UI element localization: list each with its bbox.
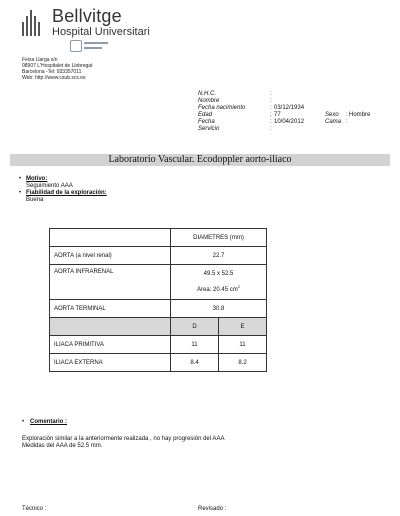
hospital-subtitle: Hospital Universitari: [52, 26, 150, 38]
d-value: 11: [171, 336, 219, 354]
bullet-icon: •: [19, 190, 22, 196]
fiabilidad-label: Fiabilidad de la exploración:: [26, 190, 107, 196]
row-label: ILIACA EXTERNA: [50, 354, 171, 372]
table-row: [50, 354, 267, 372]
sex-value: Hombre: [349, 112, 371, 118]
area-value: Area: 20.45 $cm^2$: [197, 284, 240, 293]
row-label: AORTA INFRARENAL: [50, 265, 171, 300]
nombre-label: Nombre: [198, 98, 220, 104]
service-label: Servicio: [198, 126, 220, 132]
diameters-header: DIAMETRES (mm): [171, 229, 267, 247]
row-label: AORTA TERMINAL: [50, 300, 171, 318]
hospital-name: Bellvitge: [52, 6, 122, 26]
row-label: ILIACA PRIMITIVA: [50, 336, 171, 354]
row-value: 22.7: [171, 247, 267, 265]
fiabilidad-value: Buena: [26, 197, 44, 203]
measurements-table: [49, 228, 267, 372]
infrarenal-cell: [171, 265, 267, 300]
nhc-label: N.H.C.: [198, 91, 216, 97]
d-header: D: [171, 318, 219, 336]
revisado-label: Revisado :: [198, 506, 227, 512]
table-row: [50, 318, 267, 336]
e-value: 8.2: [218, 354, 266, 372]
row-value: 49.5 x 52.5: [203, 271, 234, 277]
birthdate-value: 03/12/1934: [274, 105, 305, 111]
table-row: [50, 336, 267, 354]
date-value: 10/04/2012: [274, 119, 305, 125]
report-title: Laboratorio Vascular. Ecodoppler aorto-iliaco: [10, 154, 390, 166]
table-row: [50, 265, 267, 300]
comment-line: Medidas del AAA de 52.5 mm.: [22, 443, 103, 449]
hospital-address: [22, 57, 92, 81]
birthdate-label: Fecha nacimiento: [198, 105, 246, 111]
comment-label: Comentario :: [30, 419, 68, 425]
report-page: Bellvitge Hospital Universitari Feixa Llarga s/n 08907 L'Hospitalet de Llobregat Barcelona -Tel: 933357011 Web: http://www.csub.scs.es N.H.C. : Nombre : Fecha nacimiento : 03/12/1934 Edad : 77 Sexo : Hombre Fecha : 10/04/2012 Cama : Servicio : Laboratorio Vascular. Ecodoppler aorto-iliaco • Motivo: Seguimiento AAA • Fiabilidad de la exploración: Buena DIAMETRES (mm) AORTA (a nivel renal) 22.7 AORTA INFRARENAL 49.5 x 52.5 Area: 20.45 $cm^2$ AORTA TERMINAL 30.8 D E ILIACA PRIMITIVA 11 11 ILIACA EXTERNA 8.4 8.2 • Comentario : Exploración similar a la anteriormente realizada , no hay progresión del AAA Medidas del AAA de 52.5 mm. Técnico : Revisado :: [0, 0, 400, 516]
bed-label: Cama: [325, 119, 342, 125]
sex-label: Sexo: [325, 112, 339, 118]
table-row: [50, 247, 267, 265]
generalitat-logo-icon: [70, 39, 110, 55]
bellvitge-logo-icon: [22, 10, 48, 36]
bullet-icon: •: [19, 176, 22, 182]
address-line: 08907 L'Hospitalet de Llobregat: [22, 63, 93, 69]
motivo-section: [19, 176, 73, 190]
address-line: Feixa Llarga s/n: [22, 57, 58, 63]
age-label: Edad: [198, 112, 213, 118]
motivo-label: Motivo:: [26, 176, 48, 182]
tecnico-label: Técnico :: [22, 506, 47, 512]
address-line: Web: http://www.csub.scs.es: [22, 75, 86, 81]
comment-line: Exploración similar a la anteriormente realizada , no hay progresión del AAA: [22, 436, 225, 442]
row-value: 30.8: [171, 300, 267, 318]
table-row: [50, 300, 267, 318]
e-value: 11: [218, 336, 266, 354]
e-header: E: [218, 318, 266, 336]
address-line: Barcelona -Tel: 933357011: [22, 69, 82, 75]
d-value: 8.4: [171, 354, 219, 372]
bullet-icon: •: [22, 419, 25, 425]
date-label: Fecha: [198, 119, 215, 125]
age-value: 77: [274, 112, 281, 118]
table-row: [50, 229, 267, 247]
fiabilidad-section: [19, 190, 107, 204]
motivo-value: Seguimiento AAA: [26, 183, 73, 189]
row-label: AORTA (a nivel renal): [50, 247, 171, 265]
comment-text: [22, 436, 224, 450]
